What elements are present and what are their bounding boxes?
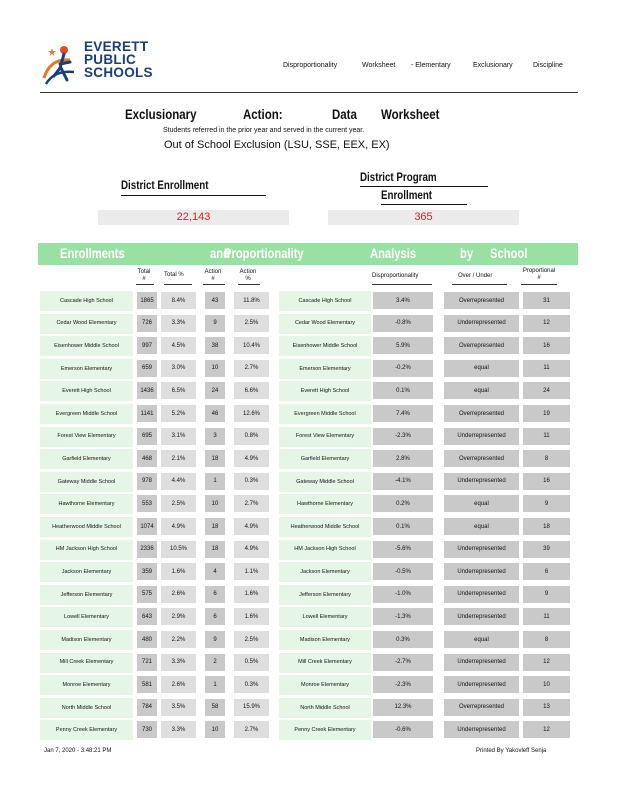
action-percent-cell: 4.9% [234,450,269,467]
total-count-cell: 659 [137,360,157,377]
total-percent-cell: 2.5% [161,495,196,512]
action-count-cell: 9 [205,315,225,332]
over-under-cell: Underrepresented [444,608,519,625]
school-name-cell: Cascade High School [40,291,133,311]
table-row [0,472,618,492]
disproportionality-cell: -0.8% [373,315,433,332]
nav-discipline: Discipline [533,62,563,69]
program-enrollment-underline-1 [360,186,488,187]
disproportionality-cell: 7.4% [373,405,433,422]
school-name-cell: Mill Creek Elementary [40,653,133,673]
total-percent-cell: 4.4% [161,473,196,490]
total-percent-cell: 4.9% [161,518,196,535]
total-percent-cell: 3.3% [161,654,196,671]
action-count-cell: 24 [205,382,225,399]
school-name-cell: Lowell Elementary [40,607,133,627]
total-count-cell: 1436 [137,382,157,399]
school-name-cell-right: Garfield Elementary [279,449,371,469]
header-over-under: Over / Under [458,273,493,279]
proportional-cell: 9 [523,495,570,512]
header-total-pct-underline [164,284,192,285]
disproportionality-cell: -2.7% [373,654,433,671]
total-percent-cell: 3.5% [161,699,196,716]
action-percent-cell: 0.3% [234,676,269,693]
table-row [0,630,618,650]
proportional-cell: 9 [523,586,570,603]
total-count-cell: 695 [137,428,157,445]
subtitle-exclusion: Out of School Exclusion (LSU, SSE, EEX, EX) [164,139,390,151]
disproportionality-cell: -0.6% [373,721,433,738]
nav-disproportionality: Disproportionality [283,62,338,69]
school-name-cell-right: HM Jackson High School [279,540,371,560]
over-under-cell: Underrepresented [444,721,519,738]
district-enrollment-label: District Enrollment [121,180,209,192]
header-disproportionality-underline [372,284,432,285]
everett-logo [40,40,158,96]
proportional-cell: 16 [523,473,570,490]
school-name-cell-right: Eisenhower Middle School [279,336,371,356]
program-enrollment-label-1: District Program [360,172,437,184]
total-percent-cell: 3.0% [161,360,196,377]
school-name-cell-right: Monroe Elementary [279,675,371,695]
proportional-cell: 12 [523,654,570,671]
header-total-pct: Total % [164,272,184,278]
school-name-cell: Everett High School [40,381,133,401]
total-count-cell: 997 [137,337,157,354]
disproportionality-cell: 0.1% [373,382,433,399]
header-disproportionality: Disproportionality [372,273,419,279]
table-row [0,427,618,447]
school-name-cell: Penny Creek Elementary [40,720,133,740]
disproportionality-cell: 0.1% [373,518,433,535]
over-under-cell: equal [444,360,519,377]
school-name-cell-right: Madison Elementary [279,630,371,650]
header-proportional-underline [521,284,557,285]
nav-elementary: - Elementary [411,62,451,69]
action-percent-cell: 2.7% [234,495,269,512]
header-divider [40,92,578,93]
title-word-3: Data [332,106,357,122]
proportional-cell: 12 [523,721,570,738]
action-percent-cell: 0.8% [234,428,269,445]
header-action-num-underline [203,284,225,285]
action-count-cell: 6 [205,586,225,603]
print-date: Jan 7, 2020 - 3:48:21 PM [44,748,112,754]
disproportionality-cell: 2.8% [373,450,433,467]
action-count-cell: 10 [205,495,225,512]
school-name-cell-right: Lowell Elementary [279,607,371,627]
over-under-cell: Overrepresented [444,292,519,309]
school-name-cell: Heatherwood Middle School [40,517,133,537]
proportional-cell: 31 [523,292,570,309]
program-enrollment-label-2: Enrollment [381,190,433,202]
total-percent-cell: 8.4% [161,292,196,309]
table-row [0,607,618,627]
header-proportional: Proportional # [522,268,556,281]
proportional-cell: 11 [523,428,570,445]
over-under-cell: Underrepresented [444,428,519,445]
program-enrollment-underline-2 [381,204,467,205]
proportional-cell: 18 [523,518,570,535]
proportional-cell: 10 [523,676,570,693]
total-count-cell: 1865 [137,292,157,309]
table-row [0,314,618,334]
school-name-cell-right: Penny Creek Elementary [279,720,371,740]
program-enrollment-value: 365 [328,210,519,225]
school-name-cell-right: Hawthorne Elementary [279,494,371,514]
over-under-cell: Underrepresented [444,563,519,580]
table-row [0,336,618,356]
school-name-cell: Forest View Elementary [40,427,133,447]
total-count-cell: 468 [137,450,157,467]
proportional-cell: 11 [523,608,570,625]
logo-line-2: PUBLIC [84,52,137,67]
action-count-cell: 1 [205,473,225,490]
proportional-cell: 19 [523,405,570,422]
school-name-cell-right: Jefferson Elementary [279,585,371,605]
school-name-cell-right: Gateway Middle School [279,472,371,492]
header-total-num-underline [136,284,154,285]
total-percent-cell: 3.3% [161,721,196,738]
school-name-cell: Hawthorne Elementary [40,494,133,514]
proportional-cell: 16 [523,337,570,354]
total-count-cell: 726 [137,315,157,332]
total-percent-cell: 2.2% [161,631,196,648]
total-count-cell: 359 [137,563,157,580]
title-word-1: Exclusionary [125,106,197,122]
over-under-cell: equal [444,495,519,512]
district-enrollment-underline [121,195,266,196]
action-percent-cell: 15.9% [234,699,269,716]
action-percent-cell: 2.5% [234,631,269,648]
action-count-cell: 1 [205,676,225,693]
school-name-cell: Eisenhower Middle School [40,336,133,356]
action-percent-cell: 0.5% [234,654,269,671]
disproportionality-cell: 5.9% [373,337,433,354]
action-percent-cell: 4.9% [234,518,269,535]
disproportionality-cell: -1.3% [373,608,433,625]
disproportionality-cell: 0.3% [373,631,433,648]
proportional-cell: 39 [523,541,570,558]
proportional-cell: 24 [523,382,570,399]
title-word-4: Worksheet [381,106,440,122]
school-name-cell-right: North Middle School [279,698,371,718]
logo-text [84,40,153,79]
nav-worksheet: Worksheet [362,62,396,69]
table-row [0,720,618,740]
over-under-cell: Overrepresented [444,450,519,467]
banner-word-1: Enrollments [60,245,125,261]
total-percent-cell: 2.6% [161,676,196,693]
disproportionality-cell: 12.3% [373,699,433,716]
total-count-cell: 730 [137,721,157,738]
school-name-cell: Garfield Elementary [40,449,133,469]
school-name-cell: North Middle School [40,698,133,718]
over-under-cell: equal [444,382,519,399]
total-percent-cell: 4.5% [161,337,196,354]
school-name-cell-right: Jackson Elementary [279,562,371,582]
printed-by: Printed By Yakovleff Senja [476,748,547,754]
action-count-cell: 43 [205,292,225,309]
action-percent-cell: 2.7% [234,360,269,377]
over-under-cell: Overrepresented [444,337,519,354]
over-under-cell: Overrepresented [444,699,519,716]
school-name-cell: Monroe Elementary [40,675,133,695]
proportional-cell: 8 [523,631,570,648]
disproportionality-cell: -0.5% [373,563,433,580]
banner-word-4: Analysis [370,245,417,261]
action-percent-cell: 0.3% [234,473,269,490]
disproportionality-cell: -2.3% [373,676,433,693]
proportional-cell: 13 [523,699,570,716]
table-row [0,540,618,560]
banner-word-5: by [460,245,474,261]
action-count-cell: 58 [205,699,225,716]
table-row [0,494,618,514]
school-name-cell-right: Forest View Elementary [279,427,371,447]
school-name-cell-right: Emerson Elementary [279,359,371,379]
total-count-cell: 721 [137,654,157,671]
action-count-cell: 46 [205,405,225,422]
banner-word-2: and [210,245,230,261]
logo-line-1: EVERETT [84,39,149,54]
table-row [0,359,618,379]
action-count-cell: 2 [205,654,225,671]
over-under-cell: Underrepresented [444,315,519,332]
action-count-cell: 18 [205,450,225,467]
school-name-cell-right: Heatherwood Middle School [279,517,371,537]
action-percent-cell: 1.6% [234,586,269,603]
action-percent-cell: 2.7% [234,721,269,738]
school-name-cell-right: Evergreen Middle School [279,404,371,424]
table-row [0,449,618,469]
action-count-cell: 18 [205,518,225,535]
header-action-pct-underline [238,284,260,285]
school-name-cell: Emerson Elementary [40,359,133,379]
total-count-cell: 784 [137,699,157,716]
school-name-cell-right: Cedar Wood Elementary [279,314,371,334]
school-name-cell: Jefferson Elementary [40,585,133,605]
table-row [0,562,618,582]
action-percent-cell: 4.9% [234,541,269,558]
total-percent-cell: 3.3% [161,315,196,332]
disproportionality-cell: -5.6% [373,541,433,558]
total-percent-cell: 6.5% [161,382,196,399]
disproportionality-cell: -4.1% [373,473,433,490]
proportional-cell: 12 [523,315,570,332]
header-action-pct: Action % [239,269,257,282]
proportional-cell: 8 [523,450,570,467]
logo-emblem-icon [40,40,84,96]
total-count-cell: 553 [137,495,157,512]
logo-line-3: SCHOOLS [84,65,153,80]
subtitle-students: Students referred in the prior year and served in the current year. [163,127,365,134]
total-percent-cell: 1.6% [161,563,196,580]
total-percent-cell: 3.1% [161,428,196,445]
action-percent-cell: 1.6% [234,608,269,625]
over-under-cell: equal [444,518,519,535]
action-count-cell: 6 [205,608,225,625]
banner-word-3: Proportionality [224,245,304,261]
over-under-cell: equal [444,631,519,648]
school-name-cell: Cedar Wood Elementary [40,314,133,334]
table-row [0,517,618,537]
over-under-cell: Underrepresented [444,541,519,558]
action-count-cell: 18 [205,541,225,558]
over-under-cell: Underrepresented [444,654,519,671]
table-row [0,381,618,401]
header-total-num: Total # [137,269,151,282]
action-percent-cell: 1.1% [234,563,269,580]
disproportionality-cell: 0.2% [373,495,433,512]
school-name-cell: Gateway Middle School [40,472,133,492]
table-row [0,404,618,424]
total-count-cell: 581 [137,676,157,693]
action-percent-cell: 6.6% [234,382,269,399]
school-name-cell: Madison Elementary [40,630,133,650]
banner-word-6: School [490,245,528,261]
action-count-cell: 10 [205,721,225,738]
total-count-cell: 480 [137,631,157,648]
over-under-cell: Overrepresented [444,405,519,422]
action-percent-cell: 10.4% [234,337,269,354]
action-count-cell: 10 [205,360,225,377]
disproportionality-cell: -1.0% [373,586,433,603]
table-row [0,291,618,311]
table-row [0,653,618,673]
school-name-cell-right: Everett High School [279,381,371,401]
action-percent-cell: 12.6% [234,405,269,422]
total-percent-cell: 2.6% [161,586,196,603]
over-under-cell: Underrepresented [444,473,519,490]
analysis-banner [38,243,578,265]
action-count-cell: 4 [205,563,225,580]
school-name-cell: Evergreen Middle School [40,404,133,424]
table-row [0,698,618,718]
total-percent-cell: 2.1% [161,450,196,467]
district-enrollment-value: 22,143 [98,210,289,225]
action-count-cell: 38 [205,337,225,354]
nav-exclusionary: Exclusionary [473,62,513,69]
over-under-cell: Underrepresented [444,586,519,603]
proportional-cell: 6 [523,563,570,580]
proportional-cell: 11 [523,360,570,377]
total-percent-cell: 2.9% [161,608,196,625]
total-count-cell: 978 [137,473,157,490]
action-count-cell: 9 [205,631,225,648]
total-count-cell: 1141 [137,405,157,422]
total-count-cell: 1074 [137,518,157,535]
action-count-cell: 3 [205,428,225,445]
disproportionality-cell: -0.2% [373,360,433,377]
total-percent-cell: 5.2% [161,405,196,422]
total-count-cell: 2336 [137,541,157,558]
action-percent-cell: 2.5% [234,315,269,332]
header-action-num: Action # [204,269,222,282]
total-count-cell: 643 [137,608,157,625]
total-count-cell: 575 [137,586,157,603]
school-name-cell-right: Cascade High School [279,291,371,311]
table-row [0,675,618,695]
table-row [0,585,618,605]
over-under-cell: Underrepresented [444,676,519,693]
title-word-2: Action: [243,106,283,122]
total-percent-cell: 10.5% [161,541,196,558]
header-over-under-underline [452,284,507,285]
school-name-cell: Jackson Elementary [40,562,133,582]
action-percent-cell: 11.8% [234,292,269,309]
disproportionality-cell: 3.4% [373,292,433,309]
school-name-cell: HM Jackson High School [40,540,133,560]
disproportionality-cell: -2.3% [373,428,433,445]
school-name-cell-right: Mill Creek Elementary [279,653,371,673]
